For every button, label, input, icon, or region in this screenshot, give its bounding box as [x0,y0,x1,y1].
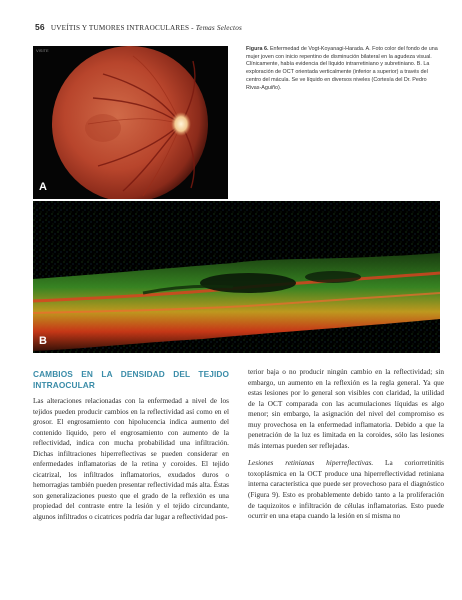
fundus-photo [33,46,228,199]
fundus-device-tag: VISITE [36,48,49,53]
left-column [33,369,229,530]
body-paragraph: terior baja o no producir ningún cambio en la reflectividad; sin embargo, un aumento en la reflexión es la regla general. Ya que estas lesiones por lo general son visibles con claridad, la utilidad de la OCT comparada con las acumulaciones líquidas es algo menor; sin embargo, la asignación del nivel del compromiso es muy provechosa en la enfermedad inflamatoria. Debido a que la penetración de la luz es limitada en la coroides, sólo las lesiones más internas pueden ser reflejadas. [248,368,444,450]
chapter-title: UVEÍTIS Y TUMORES INTRAOCULARES [50,24,190,32]
oct-image [33,201,440,353]
caption-text: Enfermedad de Vogt-Koyanagi-Harada. A. Foto color del fondo de una mujer joven con inicio repentino de disminución bilateral en la agudeza visual. Clínicamente, había evidencia del líquido intrarretiniano y subretiniano. B. La exploración de OCT orientada verticalmente (inferior a superior) a través del centro del mácula. Se ve líquido en diversos niveles (Cortesía del Dr. Pedro Rivas-Aguiño). [246,46,438,91]
body-paragraph: Las alteraciones relacionadas con la enfermedad a nivel de los tejidos pueden producir cambios en la reflectividad así como en el grosor. El engrosamiento con hipolucencia indica aumento del contenido líquido, pero el engrosamiento con aumento de la reflectividad, indica con mucha probabilidad una infiltración. Dichas infiltraciones hiperreflectivas se pueden considerar en enfermedades inflamatorias de la retina y coroides. El tejido cicatrizal, los infiltrados inflamatorios, exudados duros o hemorragias también pueden presentar reflectividad más alta. Éstas son generalizaciones puesto que el grado de la reflexión es una propiedad del contraste entre la lesión y el tejido circundante, algunos infiltrados o cicatrices podría dar lugar a reflectividad pos- [33,397,229,522]
header-separator: - [189,24,196,32]
body-paragraph-subsection [248,458,444,521]
page-number: 56 [35,22,45,32]
section-title: CAMBIOS EN LA DENSIDAD DEL TEJIDO INTRAOCULAR [33,369,229,390]
figure-label-a: A [39,181,47,193]
caption-label: Figura 6. [246,46,269,52]
running-header [35,22,435,34]
figure-caption [246,46,438,92]
book-title: Temas Selectos [195,24,243,32]
figure-label-b: B [39,335,47,347]
oct-scan [33,201,440,353]
fundus-image [33,46,228,199]
subsection-text: La coriorretinitis toxoplásmica en la OCT produce una hiperreflectividad retiniana interna característica que puede ser provechoso para el diagnóstico (Figura 9). Esto es probablemente debido tanto a la proliferación de taquizoitos e infiltración de células inflamatorias. Esto puede ocurrir en una etapa cuando la lesión en sí misma no [248,459,444,521]
subsection-heading: Lesiones retinianas hiperreflectivas. [248,459,374,468]
right-column [248,367,444,529]
